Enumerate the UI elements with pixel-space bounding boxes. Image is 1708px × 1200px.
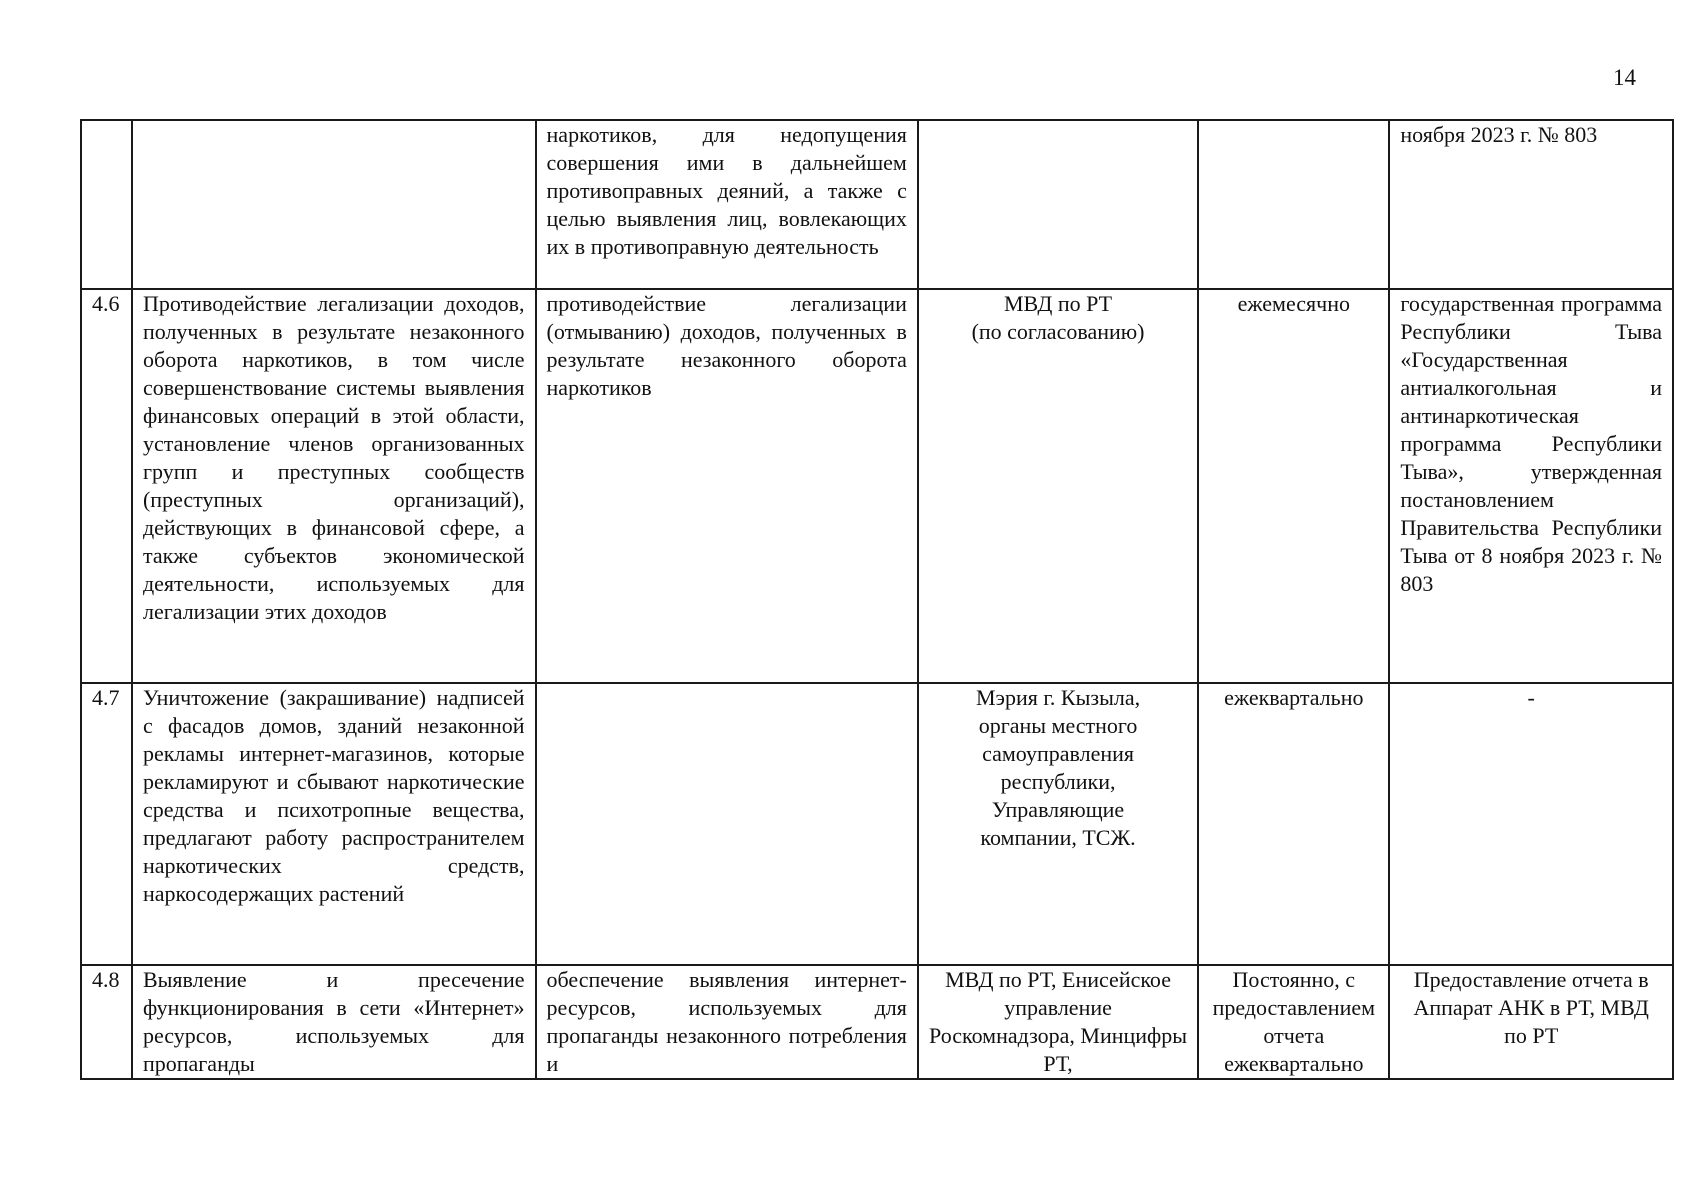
page-number: 14: [1613, 65, 1636, 90]
measure-goal-cell: [536, 683, 918, 965]
basis-cell: ноября 2023 г. № 803: [1389, 120, 1673, 289]
term-cell: ежемесячно: [1198, 289, 1389, 683]
measures-table: [80, 119, 1674, 1080]
basis-cell: государственная программа Республики Тыва «Государственная антиалкогольная и антинаркотическая программа Республики Тыва», утвержденная постановлением Правительства Республики Тыва от 8 ноября 2023 г. № 803: [1389, 289, 1673, 683]
basis-cell: -: [1389, 683, 1673, 965]
table-row: [81, 120, 1673, 289]
table-row: [81, 965, 1673, 1079]
term-cell: Постоянно, с предоставлением отчета ежеквартально: [1198, 965, 1389, 1079]
executor-cell: МВД по РТ (по согласованию): [918, 289, 1198, 683]
row-number-cell: 4.8: [81, 965, 132, 1079]
measure-name-cell: Противодействие легализации доходов, полученных в результате незаконного оборота наркотиков, в том числе совершенствование системы выявления финансовых операций в этой области, установление членов организованных групп и преступных сообществ (преступных организаций), действующих в финансовой сфере, а также субъектов экономической деятельности, используемых для легализации этих доходов: [132, 289, 536, 683]
term-cell: [1198, 120, 1389, 289]
measure-name-cell: Уничтожение (закрашивание) надписей с фасадов домов, зданий незаконной рекламы интернет-магазинов, которые рекламируют и сбывают наркотические средства и психотропные вещества, предлагают работу распространителем наркотических средств, наркосодержащих растений: [132, 683, 536, 965]
row-number-cell: [81, 120, 132, 289]
measure-goal-cell: наркотиков, для недопущения совершения ими в дальнейшем противоправных деяний, а также с целью выявления лиц, вовлекающих их в противоправную деятельность: [536, 120, 918, 289]
measure-goal-cell: обеспечение выявления интернет-ресурсов, используемых для пропаганды незаконного потребления и: [536, 965, 918, 1079]
term-cell: ежеквартально: [1198, 683, 1389, 965]
executor-cell: Мэрия г. Кызыла, органы местного самоуправления республики, Управляющие компании, ТСЖ.: [918, 683, 1198, 965]
measure-goal-cell: противодействие легализации (отмыванию) доходов, полученных в результате незаконного оборота наркотиков: [536, 289, 918, 683]
executor-cell: МВД по РТ, Енисейское управление Роскомнадзора, Минцифры РТ,: [918, 965, 1198, 1079]
executor-cell: [918, 120, 1198, 289]
row-number-cell: 4.7: [81, 683, 132, 965]
measure-name-cell: [132, 120, 536, 289]
table-row: [81, 289, 1673, 683]
row-number-cell: 4.6: [81, 289, 132, 683]
basis-cell: Предоставление отчета в Аппарат АНК в РТ, МВД по РТ: [1389, 965, 1673, 1079]
measure-name-cell: Выявление и пресечение функционирования в сети «Интернет» ресурсов, используемых для пропаганды: [132, 965, 536, 1079]
table-row: [81, 683, 1673, 965]
